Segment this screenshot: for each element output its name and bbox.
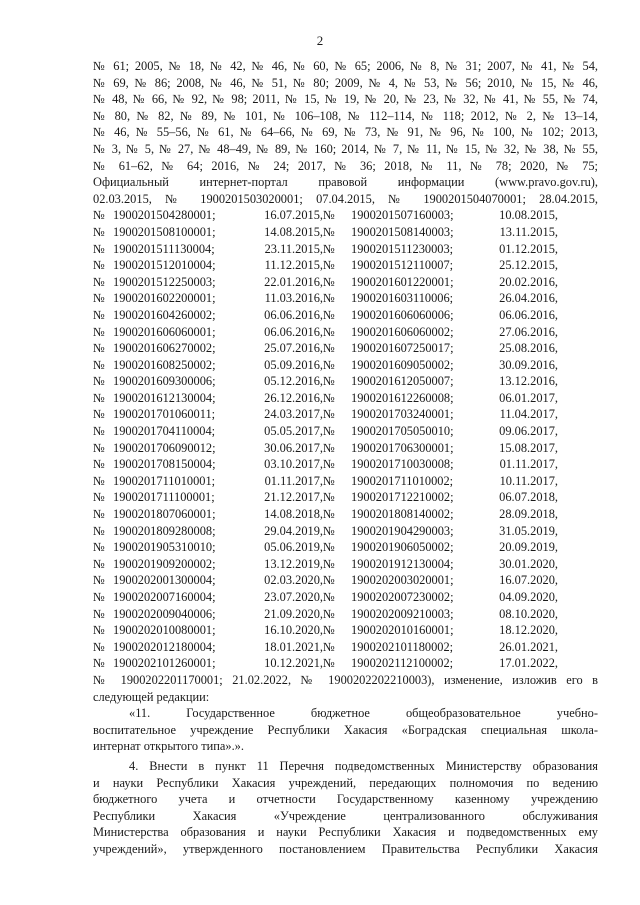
text-line: Министерства образования и науки Республики Хакасия и подведомственных ему bbox=[93, 825, 598, 840]
publication-cell: 1900201612050007; bbox=[351, 374, 454, 389]
publication-cell: № bbox=[93, 341, 105, 356]
publication-cell: № bbox=[93, 357, 105, 372]
publication-cell: 1900201912130004; bbox=[351, 556, 454, 571]
publication-cell: № bbox=[93, 490, 105, 505]
publication-row bbox=[93, 373, 598, 390]
publication-cell: 15.08.2017, bbox=[499, 440, 558, 455]
publication-cell: № bbox=[93, 473, 105, 488]
publication-cell: № bbox=[93, 291, 105, 306]
publication-cell: 1900201708150004; bbox=[113, 457, 216, 472]
publication-cell: 20.09.2019, bbox=[499, 540, 558, 555]
publication-cell: 1900202101180002; bbox=[351, 639, 454, 654]
publication-cell: 06.06.2016, bbox=[499, 307, 558, 322]
publication-cell: 1900201909200002; bbox=[113, 556, 216, 571]
document-body bbox=[93, 58, 598, 858]
publication-row bbox=[93, 390, 598, 407]
publication-row bbox=[93, 556, 598, 573]
publication-cell: № bbox=[93, 556, 105, 571]
publication-cell: 18.12.2020, bbox=[499, 623, 558, 638]
publication-cell: № bbox=[323, 606, 335, 621]
publication-cell: 02.03.2020, bbox=[264, 573, 323, 588]
text-line: № 61–62, № 64; 2016, № 24; 2017, № 36; 2018, № 11, № 78; 2020, № 75; bbox=[93, 158, 598, 173]
publication-cell: 1900201603110006; bbox=[351, 291, 454, 306]
publication-cell: 16.07.2020, bbox=[499, 573, 558, 588]
publication-cell: 10.11.2017, bbox=[499, 473, 558, 488]
publication-cell: 25.12.2015, bbox=[499, 258, 558, 273]
publication-cell: 1900201601220001; bbox=[351, 274, 454, 289]
publication-row bbox=[93, 423, 598, 440]
publication-cell: 1900201508140003; bbox=[351, 224, 454, 239]
publication-cell: 01.11.2017, bbox=[264, 473, 323, 488]
publication-cell: № bbox=[323, 440, 335, 455]
publication-cell: 1900201706090012; bbox=[113, 440, 216, 455]
publication-cell: № bbox=[93, 507, 105, 522]
publication-cell: № bbox=[93, 440, 105, 455]
publication-cell: 1900201711100001; bbox=[113, 490, 215, 505]
publication-cell: 1900202009210003; bbox=[351, 606, 454, 621]
publication-cell: 30.09.2016, bbox=[499, 357, 558, 372]
publication-cell: № bbox=[93, 573, 105, 588]
text-line: «11. Государственное бюджетное общеобразовательное учебно- bbox=[129, 706, 598, 721]
publication-row bbox=[93, 523, 598, 540]
publication-cell: № bbox=[323, 573, 335, 588]
publication-cell: 1900202101260001; bbox=[113, 656, 216, 671]
publication-cell: 14.08.2018, bbox=[264, 507, 323, 522]
publication-cell: 05.06.2019, bbox=[264, 540, 323, 555]
publication-cell: 01.12.2015, bbox=[499, 241, 558, 256]
publication-row bbox=[93, 224, 598, 241]
publication-cell: 20.02.2016, bbox=[499, 274, 558, 289]
publication-cell: 23.11.2015, bbox=[264, 241, 323, 256]
publication-cell: 1900201712210002; bbox=[351, 490, 454, 505]
publication-row bbox=[93, 622, 598, 639]
publication-cell: 13.11.2015, bbox=[499, 224, 558, 239]
publication-cell: 1900202012180004; bbox=[113, 639, 216, 654]
publication-cell: № bbox=[323, 324, 335, 339]
publication-cell: 1900201602200001; bbox=[113, 291, 216, 306]
publication-cell: № bbox=[323, 291, 335, 306]
publication-cell: № bbox=[93, 374, 105, 389]
publication-cell: № bbox=[323, 258, 335, 273]
publication-cell: № bbox=[323, 656, 335, 671]
publication-cell: 10.08.2015, bbox=[499, 208, 558, 223]
publication-row bbox=[93, 357, 598, 374]
publication-cell: 25.07.2016, bbox=[264, 341, 323, 356]
publication-cell: 31.05.2019, bbox=[499, 523, 558, 538]
text-line: № 46, № 55–56, № 61, № 64–66, № 69, № 73, № 91, № 96, № 100, № 102; 2013, bbox=[93, 125, 598, 140]
publication-cell: 1900201604260002; bbox=[113, 307, 216, 322]
publication-cell: № bbox=[323, 523, 335, 538]
publication-row bbox=[93, 572, 598, 589]
publication-cell: 27.06.2016, bbox=[499, 324, 558, 339]
publication-cell: 1900201703240001; bbox=[351, 407, 454, 422]
publication-cell: № bbox=[323, 390, 335, 405]
text-line: 02.03.2015, № 1900201503020001; 07.04.2015, № 1900201504070001; 28.04.2015, bbox=[93, 191, 598, 206]
text-line: бюджетного учета и отчетности Государственному казенному учреждению bbox=[93, 792, 598, 807]
publication-row bbox=[93, 440, 598, 457]
text-line: следующей редакции: bbox=[93, 689, 210, 704]
publication-row bbox=[93, 489, 598, 506]
text-line: и науки Республики Хакасия учреждений, передающих полномочия по ведению bbox=[93, 775, 598, 790]
publication-cell: 17.01.2022, bbox=[499, 656, 558, 671]
publication-row bbox=[93, 506, 598, 523]
publication-row bbox=[93, 340, 598, 357]
publication-cell: 1900202003020001; bbox=[351, 573, 454, 588]
publication-cell: 1900201606060006; bbox=[351, 307, 454, 322]
publication-cell: № bbox=[93, 424, 105, 439]
publication-cell: 13.12.2016, bbox=[499, 374, 558, 389]
publication-cell: № bbox=[323, 473, 335, 488]
publication-cell: № bbox=[323, 590, 335, 604]
item-4-paragraph bbox=[93, 758, 598, 858]
publication-row bbox=[93, 473, 598, 490]
publication-cell: 1900201607250017; bbox=[351, 341, 454, 356]
publication-cell: 1900201609050002; bbox=[351, 357, 454, 372]
text-line: интернат открытого типа».». bbox=[93, 739, 244, 754]
quote-paragraph bbox=[93, 705, 598, 755]
publication-cell: № bbox=[93, 324, 105, 339]
publication-cell: 1900201809280008; bbox=[113, 523, 216, 538]
text-line: воспитательное учреждение Республики Хакасия «Боградская специальная школа- bbox=[93, 722, 598, 737]
text-line: 4. Внести в пункт 11 Перечня подведомственных Министерству образования bbox=[129, 758, 598, 773]
publication-cell: № bbox=[93, 258, 105, 273]
publication-cell: 29.04.2019, bbox=[264, 523, 323, 538]
publication-cell: № bbox=[93, 224, 105, 239]
publication-cell: 08.10.2020, bbox=[499, 606, 558, 621]
publication-cell: 1900201711010002; bbox=[351, 473, 454, 488]
publication-cell: 1900201904290003; bbox=[351, 523, 454, 538]
publication-cell: 1900202007230002; bbox=[351, 590, 454, 604]
publication-cell: 1900202010080001; bbox=[113, 623, 216, 638]
publication-cell: 1900201710030008; bbox=[351, 457, 454, 472]
publication-row bbox=[93, 257, 598, 274]
publication-cell: 1900201511130004; bbox=[113, 241, 215, 256]
publication-cell: № bbox=[323, 208, 335, 223]
publication-cell: 1900202009040006; bbox=[113, 606, 216, 621]
publication-row bbox=[93, 639, 598, 656]
publication-row bbox=[93, 406, 598, 423]
publication-cell: № bbox=[93, 390, 105, 405]
publication-cell: 05.05.2017, bbox=[264, 424, 323, 439]
text-line: № 48, № 66, № 92, № 98; 2011, № 15, № 19, № 20, № 23, № 32, № 41, № 55, № 74, bbox=[93, 92, 598, 107]
publication-row bbox=[93, 655, 598, 672]
publication-cell: 26.01.2021, bbox=[499, 639, 558, 654]
publication-cell: 26.12.2016, bbox=[264, 390, 323, 405]
publication-cell: 09.06.2017, bbox=[499, 424, 558, 439]
publication-cell: 1900201701060011; bbox=[113, 407, 216, 422]
publication-row bbox=[93, 207, 598, 224]
publication-row bbox=[93, 456, 598, 473]
publication-cell: № bbox=[323, 357, 335, 372]
publication-cell: № bbox=[323, 407, 335, 422]
publication-cell: 01.11.2017, bbox=[499, 457, 558, 472]
publication-cell: 24.03.2017, bbox=[264, 407, 323, 422]
publication-cell: № bbox=[93, 606, 105, 621]
text-line: № 1900202201170001; 21.02.2022, № 1900202202210003), изменение, изложив его в bbox=[93, 672, 598, 687]
publication-cell: 1900201612130004; bbox=[113, 390, 216, 405]
publication-row bbox=[93, 324, 598, 341]
publication-cell: № bbox=[93, 523, 105, 538]
publication-cell: 23.07.2020, bbox=[264, 590, 323, 604]
text-line: Официальный интернет-портал правовой информации (www.pravo.gov.ru), bbox=[93, 175, 598, 190]
publication-cell: № bbox=[93, 623, 105, 638]
publication-cell: 1900201508100001; bbox=[113, 224, 216, 239]
publication-cell: 05.12.2016, bbox=[264, 374, 323, 389]
publication-cell: 06.01.2017, bbox=[499, 390, 558, 405]
publication-cell: 28.09.2018, bbox=[499, 507, 558, 522]
publication-cell: 1900201504280001; bbox=[113, 208, 216, 223]
publication-cell: 18.01.2021, bbox=[264, 639, 323, 654]
publication-cell: № bbox=[323, 307, 335, 322]
publication-cell: 1900201706300001; bbox=[351, 440, 454, 455]
publication-cell: 06.07.2018, bbox=[499, 490, 558, 505]
publication-cell: 1900201507160003; bbox=[351, 208, 454, 223]
publication-cell: № bbox=[93, 407, 105, 422]
closing-lines bbox=[93, 672, 598, 705]
publication-cell: 1900201606060001; bbox=[113, 324, 216, 339]
publication-cell: № bbox=[323, 274, 335, 289]
publication-cell: 1900201512250003; bbox=[113, 274, 216, 289]
publication-cell: 06.06.2016, bbox=[264, 324, 323, 339]
publication-row bbox=[93, 290, 598, 307]
publication-cell: № bbox=[323, 424, 335, 439]
publication-cell: № bbox=[323, 540, 335, 555]
publication-cell: 21.12.2017, bbox=[264, 490, 323, 505]
publication-cell: № bbox=[323, 623, 335, 638]
publication-cell: № bbox=[323, 374, 335, 389]
text-line: Республики Хакасия «Учреждение централизованного обслуживания bbox=[93, 808, 598, 823]
publication-cell: № bbox=[323, 341, 335, 356]
publication-cell: 26.04.2016, bbox=[499, 291, 558, 306]
publication-cell: 22.01.2016, bbox=[264, 274, 323, 289]
publication-cell: 1900201512010004; bbox=[113, 258, 216, 273]
publication-cell: 05.09.2016, bbox=[264, 357, 323, 372]
publication-row bbox=[93, 241, 598, 258]
publication-cell: 14.08.2015, bbox=[264, 224, 323, 239]
publication-cell: 10.12.2021, bbox=[264, 656, 323, 671]
publication-cell: № bbox=[323, 224, 335, 239]
publication-cell: 1900201606060002; bbox=[351, 324, 454, 339]
publication-list bbox=[93, 207, 598, 672]
publication-cell: № bbox=[323, 490, 335, 505]
publication-cell: № bbox=[93, 656, 105, 671]
publication-cell: 1900201606270002; bbox=[113, 341, 216, 356]
publication-cell: № bbox=[323, 507, 335, 522]
publication-cell: № bbox=[93, 639, 105, 654]
publication-row bbox=[93, 539, 598, 556]
publication-cell: 1900201905310010; bbox=[113, 540, 216, 555]
publication-cell: 03.10.2017, bbox=[264, 457, 323, 472]
publication-cell: № bbox=[323, 639, 335, 654]
text-line: № 69, № 86; 2008, № 46, № 51, № 80; 2009, № 4, № 53, № 56; 2010, № 15, № 46, bbox=[93, 75, 598, 90]
publication-cell: 1900201704110004; bbox=[113, 424, 216, 439]
publication-row bbox=[93, 606, 598, 623]
publication-cell: 30.01.2020, bbox=[499, 556, 558, 571]
publication-cell: 04.09.2020, bbox=[499, 590, 558, 604]
publication-cell: № bbox=[323, 556, 335, 571]
publication-row bbox=[93, 307, 598, 324]
publication-cell: 1900202007160004; bbox=[113, 590, 216, 604]
publication-cell: 1900201711010001; bbox=[113, 473, 216, 488]
publication-row bbox=[93, 274, 598, 291]
publication-cell: № bbox=[93, 241, 105, 256]
publication-cell: 13.12.2019, bbox=[264, 556, 323, 571]
page-number: 2 bbox=[316, 33, 324, 48]
publication-cell: 1900201609300006; bbox=[113, 374, 216, 389]
publication-cell: 1900201808140002; bbox=[351, 507, 454, 522]
publication-cell: № bbox=[93, 274, 105, 289]
publication-cell: 1900202010160001; bbox=[351, 623, 454, 638]
publication-cell: 1900201906050002; bbox=[351, 540, 454, 555]
publication-cell: 16.10.2020, bbox=[264, 623, 323, 638]
text-line: учреждений», утвержденного постановлением Правительства Республики Хакасия bbox=[93, 841, 598, 856]
intro-paragraph bbox=[93, 58, 598, 207]
publication-cell: 1900201807060001; bbox=[113, 507, 216, 522]
publication-cell: 06.06.2016, bbox=[264, 307, 323, 322]
text-line: № 80, № 82, № 89, № 101, № 106–108, № 112–114, № 118; 2012, № 2, № 13–14, bbox=[93, 108, 598, 123]
publication-cell: № bbox=[93, 208, 105, 223]
publication-cell: 11.04.2017, bbox=[499, 407, 558, 422]
publication-cell: № bbox=[93, 590, 105, 604]
text-line: № 61; 2005, № 18, № 42, № 46, № 60, № 65; 2006, № 8, № 31; 2007, № 41, № 54, bbox=[93, 59, 598, 73]
publication-cell: 1900201612260008; bbox=[351, 390, 454, 405]
publication-cell: 21.09.2020, bbox=[264, 606, 323, 621]
publication-cell: 1900201608250002; bbox=[113, 357, 216, 372]
publication-cell: 1900202112100002; bbox=[351, 656, 454, 671]
publication-cell: № bbox=[93, 540, 105, 555]
publication-cell: 30.06.2017, bbox=[264, 440, 323, 455]
publication-cell: № bbox=[323, 241, 335, 256]
publication-cell: № bbox=[323, 457, 335, 472]
publication-cell: № bbox=[93, 457, 105, 472]
publication-row bbox=[93, 589, 598, 606]
publication-cell: 1900201511230003; bbox=[351, 241, 454, 256]
text-line: № 3, № 5, № 27, № 48–49, № 89, № 160; 2014, № 7, № 11, № 15, № 32, № 38, № 55, bbox=[93, 141, 598, 156]
publication-cell: 1900201512110007; bbox=[351, 258, 454, 273]
publication-cell: 25.08.2016, bbox=[499, 341, 558, 356]
publication-cell: 1900202001300004; bbox=[113, 573, 216, 588]
publication-cell: 11.03.2016, bbox=[264, 291, 323, 306]
publication-cell: № bbox=[93, 307, 105, 322]
publication-cell: 16.07.2015, bbox=[264, 208, 323, 223]
publication-cell: 1900201705050010; bbox=[351, 424, 454, 439]
publication-cell: 11.12.2015, bbox=[264, 258, 323, 273]
